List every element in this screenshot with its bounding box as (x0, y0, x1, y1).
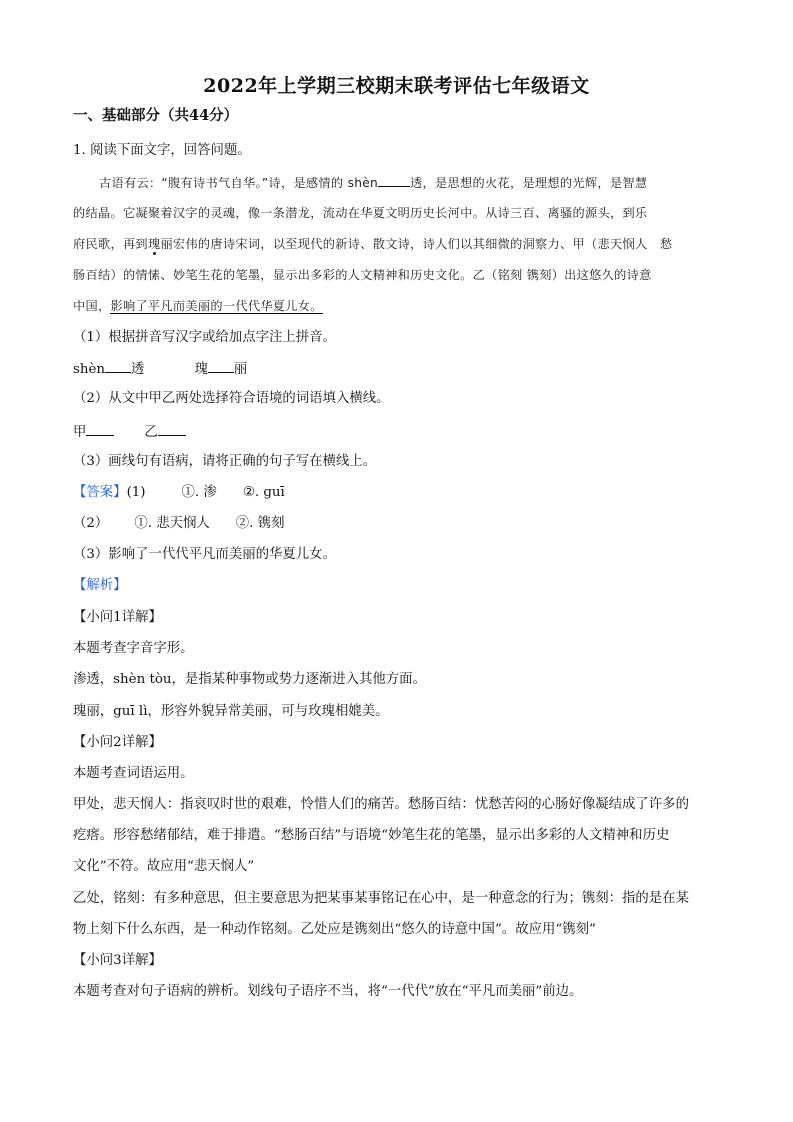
answer-line-3: （3）影响了一代代平凡而美丽的华夏儿女。 (73, 547, 336, 562)
answer-blank (105, 358, 131, 373)
char-prompt: 透 (131, 362, 145, 377)
analysis-text: 渗透，shèn tòu，是指某种事物或势力逐渐进入其他方面。 (73, 672, 426, 687)
answer-label: （2） (73, 516, 109, 531)
subquestion-1: （1）根据拼音写汉字或给加点字注上拼音。 (73, 330, 336, 345)
passage-line-2: 的结晶。它凝聚着汉字的灵魂，像一条潜龙，流动在华夏文明历史长河中。从诗三百、离骚的源头，到乐 (73, 206, 648, 220)
analysis-text: 物上刻下什么东西，是一种动作铭刻。乙处应是镌刻出“悠久的诗意中国”。故应用“镌刻” (73, 922, 596, 937)
subquestion-3: （3）画线句有语病，请将正确的句子写在横线上。 (73, 454, 377, 469)
answer-blank (86, 421, 114, 436)
analysis-sub3-heading: 【小问3详解】 (73, 953, 162, 968)
dotted-character: 瑰 (147, 237, 161, 251)
analysis-tag: 【解析】 (73, 578, 127, 593)
passage-text: 府民歌，再到 (73, 237, 148, 251)
subquestion-2: （2）从文中甲乙两处选择符合语境的词语填入横线。 (73, 391, 390, 406)
answer-item: ①. 渗 (181, 485, 217, 500)
answer-line-1 (73, 483, 723, 503)
page-title: 2022年上学期三校期末联考评估七年级语文 (203, 75, 590, 97)
char-prompt: 丽 (233, 362, 248, 377)
passage-line-5 (73, 296, 723, 316)
answer-blank (158, 421, 186, 436)
passage-line-3 (73, 234, 723, 254)
analysis-text: 文化”不符。故应用“悲天悯人” (73, 859, 255, 874)
passage-text: 古语有云：“腹有诗书气自华。”诗，是感情的 shèn (99, 176, 379, 190)
blank-label: 乙 (144, 425, 158, 440)
analysis-text: 疙瘩。形容愁绪郁结，难于排遣。“愁肠百结”与语境“妙笔生花的笔墨，显示出多彩的人文精神和历史 (73, 828, 670, 843)
answer-item: ①. 悲天悯人 (134, 516, 210, 531)
section-heading: 一、基础部分（共44分） (73, 107, 239, 124)
analysis-text: 本题考查对句子语病的辨析。划线句子语序不当，将“一代代”放在“平凡而美丽”前边。 (73, 984, 583, 999)
analysis-text: 乙处，铭刻：有多种意思，但主要意思为把某事某事铭记在心中，是一种意念的行为；镌刻：指的是在某 (73, 891, 689, 906)
subquestion-2-blanks (73, 421, 723, 443)
passage-line-1 (73, 172, 723, 193)
analysis-sub1-heading: 【小问1详解】 (73, 610, 162, 625)
pinyin-prompt: shèn (73, 362, 106, 377)
blank-label: 甲 (73, 425, 87, 440)
answer-item: ②. guī (242, 485, 285, 500)
answer-blank (378, 172, 410, 187)
subquestion-1-blanks (73, 358, 723, 380)
underlined-sentence: 影响了平凡而美丽的一代代华夏儿女。 (110, 299, 323, 313)
passage-text: 丽宏伟的唐诗宋词，以至现代的新诗、散文诗，诗人们以其细微的洞察力、甲（悲天悯人 愁 (160, 237, 673, 251)
passage-line-4: 肠百结）的情愫、妙笔生花的笔墨，显示出多彩的人文精神和历史文化。乙（铭刻 镌刻）出这悠久的诗意 (73, 268, 652, 282)
answer-item: ②. 镌刻 (235, 516, 285, 531)
analysis-sub2-heading: 【小问2详解】 (73, 735, 162, 750)
analysis-text: 瑰丽，guī lì，形容外貌异常美丽，可与玫瑰相媲美。 (73, 704, 389, 719)
char-prompt: 瑰 (194, 362, 208, 377)
answer-tag: 【答案】 (73, 485, 127, 500)
question-stem: 1. 阅读下面文字，回答问题。 (73, 143, 251, 158)
analysis-text: 本题考查字音字形。 (73, 641, 194, 656)
passage-text: 透，是思想的火花，是理想的光辉，是智慧 (410, 176, 648, 190)
analysis-text: 甲处，悲天悯人：指哀叹时世的艰难，怜惜人们的痛苦。愁肠百结：忧愁苦闷的心肠好像凝结成了许多的 (73, 797, 689, 812)
answer-label: (1) (126, 485, 146, 500)
analysis-text: 本题考查词语运用。 (73, 766, 194, 781)
passage-text: 中国， (73, 299, 111, 313)
answer-blank (208, 358, 234, 373)
answer-line-2 (73, 514, 723, 534)
